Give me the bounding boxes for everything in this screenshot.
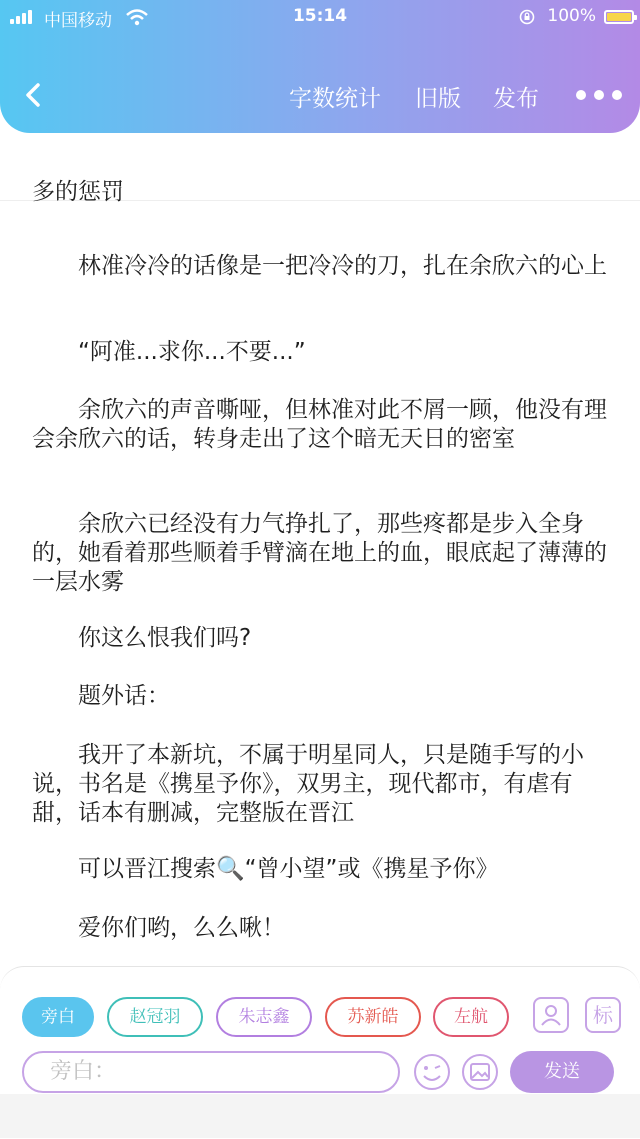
paragraph-5: 你这么恨我们吗?: [78, 625, 252, 651]
paragraph-4: 余欣六已经没有力气挣扎了，那些疼都是步入全身的，她看着那些顺着手臂滴在地上的血，眼底起了薄薄的一层水雾: [32, 511, 607, 595]
tag-icon[interactable]: 标: [585, 997, 621, 1033]
carrier-name: 中国移动: [44, 11, 112, 31]
paragraph-2: “阿准...求你...不要...”: [78, 339, 306, 365]
role-chip-narrator[interactable]: 旁白: [22, 997, 94, 1037]
paragraph-8: 可以晋江搜索🔍“曾小望”或《携星予你》: [78, 856, 499, 882]
paragraph-7: 我开了本新坑，不属于明星同人，只是随手写的小说，书名是《携星予你》，双男主，现代都市，有虐有甜，话本有删减，完整版在晋江: [32, 742, 584, 826]
paragraph-3: 余欣六的声音嘶哑，但林准对此不屑一顾，他没有理会余欣六的话，转身走出了这个暗无天日的密室: [32, 397, 607, 452]
send-button[interactable]: 发送: [510, 1051, 614, 1093]
old-version-button[interactable]: 旧版: [415, 86, 461, 112]
status-bar: [0, 6, 640, 30]
message-input[interactable]: 旁白：: [22, 1051, 400, 1093]
more-icon[interactable]: [576, 88, 622, 102]
role-chip-zhu-zhixin[interactable]: 朱志鑫: [216, 997, 312, 1037]
contact-card-icon[interactable]: [533, 997, 569, 1033]
battery-percent: 100%: [547, 6, 596, 26]
emoji-icon[interactable]: [413, 1053, 451, 1091]
clock-time: 15:14: [292, 6, 348, 26]
battery-icon: [604, 10, 634, 24]
role-chip-su-xinhao[interactable]: 苏新皓: [325, 997, 421, 1037]
back-icon[interactable]: [18, 80, 48, 110]
publish-button[interactable]: 发布: [493, 86, 539, 112]
story-content: [32, 179, 612, 960]
top-header: [0, 0, 640, 133]
role-chip-zhao-guanyu[interactable]: 赵冠羽: [107, 997, 203, 1037]
image-icon[interactable]: [461, 1053, 499, 1091]
word-count-button[interactable]: 字数统计: [289, 86, 381, 112]
role-chip-zuo-hang[interactable]: 左航: [433, 997, 509, 1037]
clipped-line: 多的惩罚: [32, 179, 124, 205]
paragraph-1: 林准冷冷的话像是一把冷冷的刀，扎在余欣六的心上: [78, 253, 607, 279]
lock-rotation-icon: [519, 9, 535, 25]
bottom-safe-area: [0, 1094, 640, 1138]
paragraph-9: 爱你们哟，么么啾！: [78, 915, 285, 941]
paragraph-6: 题外话：: [78, 683, 170, 709]
